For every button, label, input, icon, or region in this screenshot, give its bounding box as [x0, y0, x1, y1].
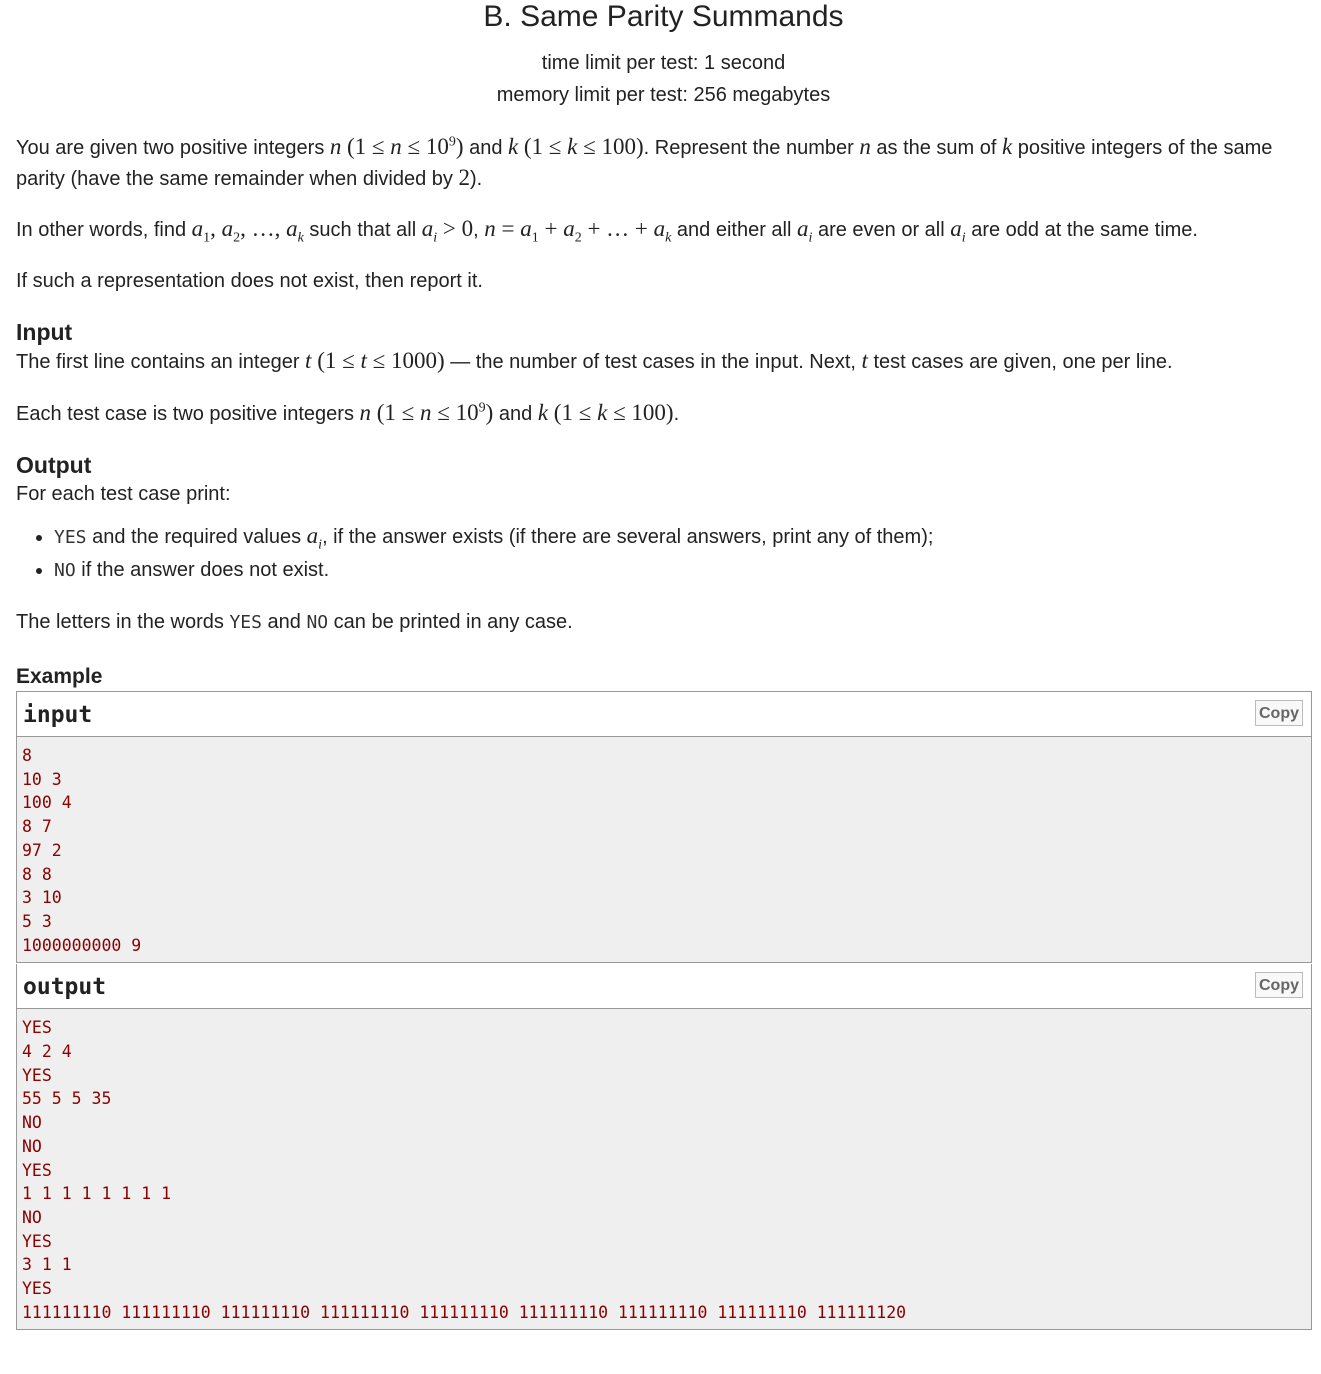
math: $a_i > 0$	[421, 216, 474, 246]
input-line-2	[16, 398, 1311, 429]
page-title: B. Same Parity Summands	[483, 0, 844, 33]
math: $n = a_1 + a_2$ + … + $a_k$	[484, 216, 672, 246]
text: test cases are given, one per line.	[867, 351, 1173, 373]
math: k	[1002, 134, 1013, 159]
math: $(1 \le n \le 10^9)$	[346, 134, 464, 159]
text: , if the answer exists (if there are several answers, print any of them);	[322, 526, 934, 548]
text: are even or all	[812, 219, 951, 241]
math: $a_i$	[306, 523, 323, 553]
example-title: Example	[16, 665, 103, 688]
output-list	[16, 519, 1311, 587]
math: t	[861, 348, 868, 373]
example-output-text[interactable]: YES 4 2 4 YES 55 5 5 35 NO NO YES 1 1 1 1 1 1 1 1 NO YES 3 1 1 YES 111111110 111111110 111111110 111111110 111111110 111111110 111111110 111111110 111111120	[17, 1009, 1311, 1329]
output-section	[16, 451, 1311, 638]
text: .	[673, 403, 680, 425]
math: n $(1 \le n \le 10^9)$	[359, 400, 494, 425]
text: — the number of test cases in the input. Next,	[444, 351, 862, 373]
code-yes: YES	[54, 527, 87, 548]
time-limit: time limit per test: 1 second	[541, 52, 786, 74]
math: (1 ≤ k ≤ 100)	[523, 134, 644, 159]
memory-limit: memory limit per test: 256 megabytes	[496, 84, 831, 106]
text: can be printed in any case.	[328, 611, 573, 633]
text: . Represent the number	[643, 137, 860, 159]
math: k	[508, 134, 519, 159]
example-output-header	[17, 964, 1311, 1009]
example-input-box	[16, 691, 1312, 963]
text: such that all	[303, 219, 422, 241]
text: if the answer does not exist.	[75, 559, 330, 581]
input-label: input	[23, 702, 93, 728]
example-input-text[interactable]: 8 10 3 100 4 8 7 97 2 8 8 3 10 5 3 1000000000 9	[17, 737, 1311, 962]
math: n	[329, 134, 342, 159]
statement-paragraph-3: If such a representation does not exist, then report it.	[16, 270, 483, 292]
math: 2	[458, 165, 470, 190]
code-yes: YES	[229, 612, 262, 633]
math: $a_1$, $a_2$, …, $a_k$	[191, 216, 304, 246]
text: The first line contains an integer	[16, 351, 306, 373]
copy-output-button[interactable]: Copy	[1255, 972, 1303, 998]
output-note	[16, 607, 1311, 638]
output-label: output	[23, 974, 107, 1001]
text: as the sum of	[870, 137, 1002, 159]
output-title: Output	[16, 452, 92, 478]
math: n	[859, 134, 871, 159]
input-line-1	[16, 346, 1311, 377]
math: t (1 ≤ t ≤ 1000)	[305, 348, 445, 373]
copy-input-button[interactable]: Copy	[1255, 700, 1303, 726]
math: k (1 ≤ k ≤ 100)	[537, 400, 674, 425]
text: positive integers of the same parity (have the same remainder when divided by	[16, 137, 1273, 190]
text: ).	[469, 168, 483, 190]
text: and	[493, 403, 538, 425]
math: $a_i$	[950, 216, 966, 246]
output-intro: For each test case print:	[16, 483, 231, 505]
text: are odd at the same time.	[965, 219, 1198, 241]
text: In other words, find	[16, 219, 192, 241]
code-no: NO	[54, 560, 76, 581]
text: and the required values	[86, 526, 307, 548]
text: Each test case is two positive integers	[16, 403, 360, 425]
example-section	[16, 664, 1311, 1330]
limits	[16, 47, 1311, 111]
input-section	[16, 318, 1311, 429]
math: $a_i$	[797, 216, 813, 246]
statement-paragraph-2	[16, 214, 1311, 245]
example-output-box	[16, 964, 1312, 1330]
text: and	[261, 611, 307, 633]
text: and	[463, 137, 509, 159]
text: The letters in the words	[16, 611, 230, 633]
input-title: Input	[16, 319, 73, 345]
list-item	[54, 519, 1311, 554]
problem-header	[16, 0, 1311, 111]
text: ,	[473, 219, 485, 241]
text: You are given two positive integers	[16, 137, 330, 159]
code-no: NO	[306, 612, 329, 633]
example-input-header	[17, 692, 1311, 737]
text: and either all	[671, 219, 797, 241]
list-item	[54, 554, 1311, 587]
statement-paragraph-1	[16, 132, 1311, 194]
